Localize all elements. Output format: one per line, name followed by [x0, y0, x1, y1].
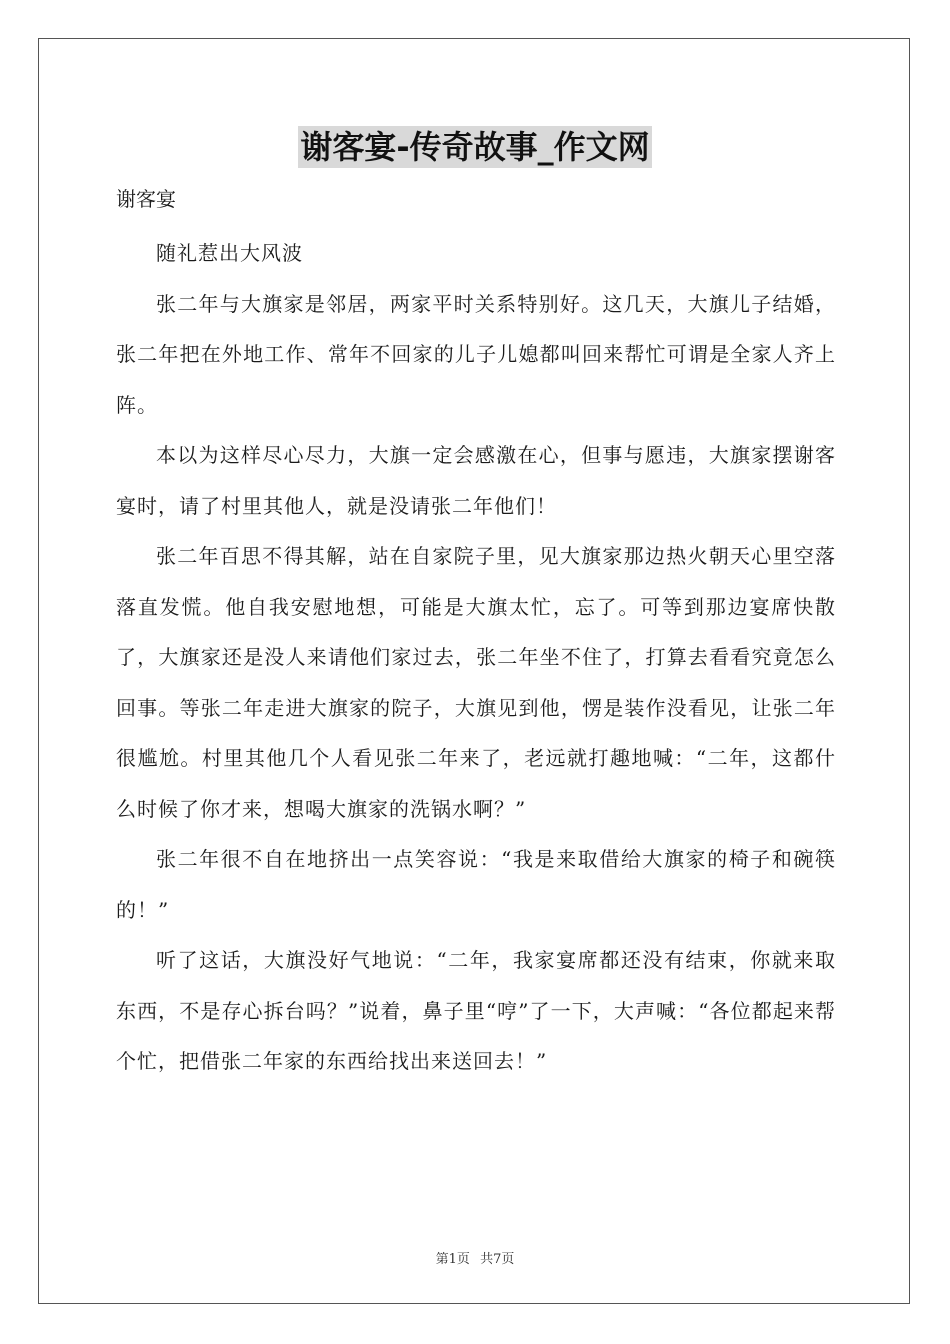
- page-total: 共7页: [480, 1252, 515, 1267]
- document-body: [116, 178, 836, 1087]
- paragraph: 听了这话，大旗没好气地说：“二年，我家宴席都还没有结束，你就来取东西，不是存心拆台吗？”说着，鼻子里“哼”了一下，大声喊：“各位都起来帮个忙，把借张二年家的东西给找出来送回去！”: [116, 948, 836, 1073]
- paragraph: 张二年百思不得其解，站在自家院子里，见大旗家那边热火朝天心里空落落直发慌。他自我安慰地想，可能是大旗太忙，忘了。可等到那边宴席快散了，大旗家还是没人来请他们家过去，张二年坐不住了，打算去看看究竟怎么回事。等张二年走进大旗家的院子，大旗见到他，愣是装作没看见，让张二年很尴尬。村里其他几个人看见张二年来了，老远就打趣地喊：“二年，这都什么时候了你才来，想喝大旗家的洗锅水啊？”: [116, 544, 836, 821]
- page-number: 第1页: [435, 1252, 470, 1267]
- page-footer: [0, 1248, 950, 1267]
- section-subtitle: 随礼惹出大风波: [156, 241, 303, 265]
- document-title: 谢客宴-传奇故事_作文网: [300, 128, 650, 166]
- document-label: 谢客宴: [116, 187, 176, 211]
- title-container: [0, 126, 950, 168]
- paragraph: 本以为这样尽心尽力，大旗一定会感激在心，但事与愿违，大旗家摆谢客宴时，请了村里其他人，就是没请张二年他们！: [116, 443, 836, 518]
- paragraph: 张二年很不自在地挤出一点笑容说：“我是来取借给大旗家的椅子和碗筷的！”: [116, 847, 836, 922]
- paragraph: 张二年与大旗家是邻居，两家平时关系特别好。这几天，大旗儿子结婚，张二年把在外地工作、常年不回家的儿子儿媳都叫回来帮忙可谓是全家人齐上阵。: [116, 291, 836, 417]
